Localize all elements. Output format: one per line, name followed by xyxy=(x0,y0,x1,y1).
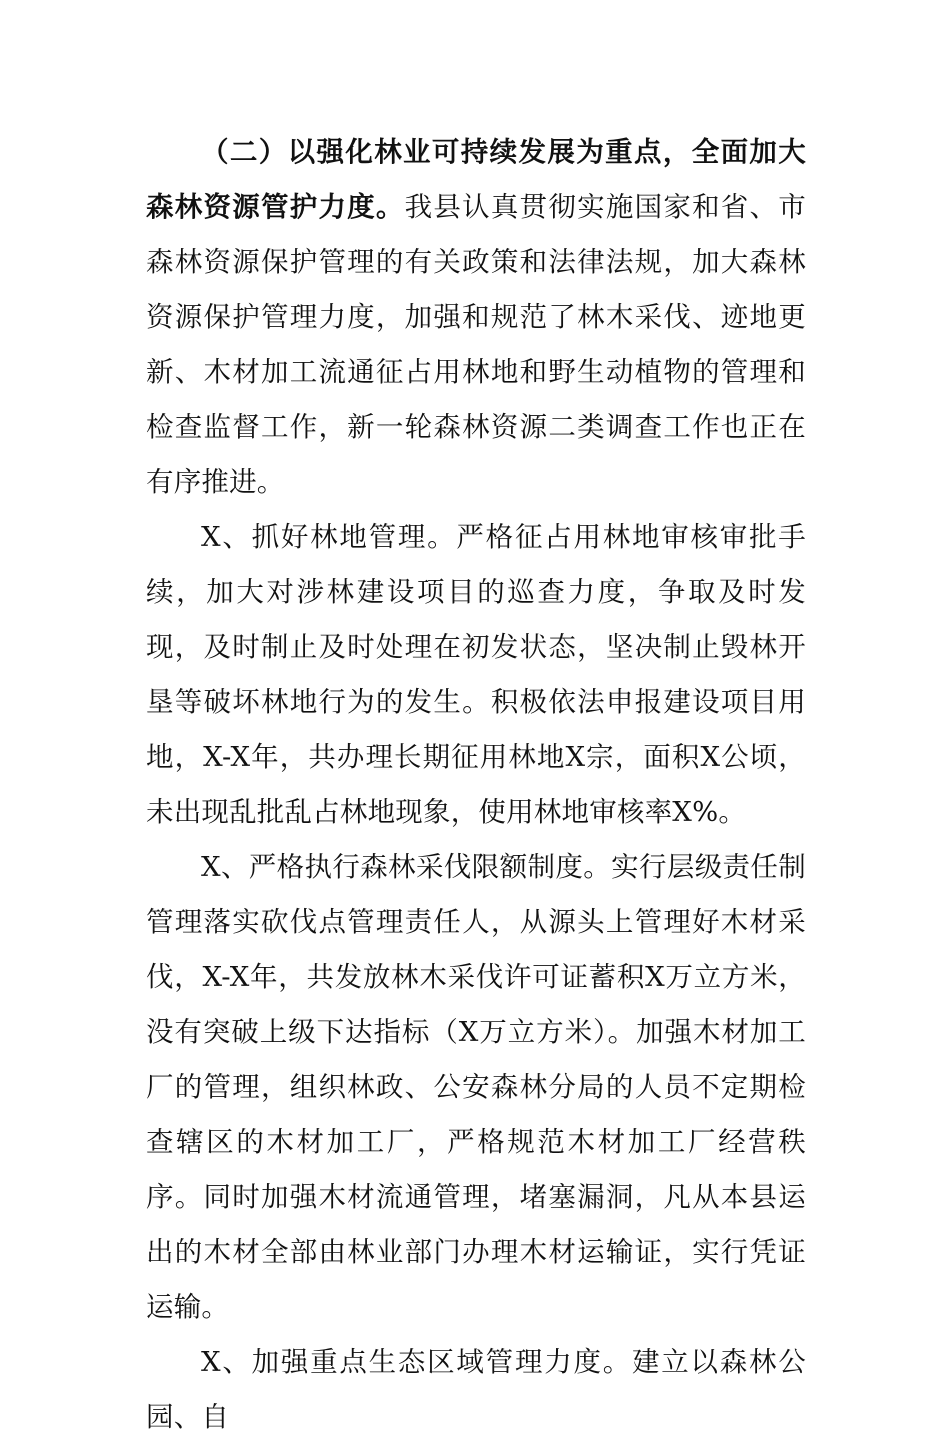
section-heading: （二）以强化林业可持续发展为重点，全面加大森林资源管护力度。 xyxy=(146,136,806,223)
document-body xyxy=(146,125,806,1445)
paragraph-forest-resource-protection xyxy=(146,125,806,510)
paragraph-text: X、严格执行森林采伐限额制度。实行层级责任制管理落实砍伐点管理责任人，从源头上管理好木材采伐，X-X年，共发放林木采伐许可证蓄积X万立方米，没有突破上级下达指标（X万立方米）。加强木材加工厂的管理，组织林政、公安森林分局的人员不定期检查辖区的木材加工厂，严格规范木材加工厂经营秩序。同时加强木材流通管理，堵塞漏洞，凡从本县运出的木材全部由林业部门办理木材运输证，实行凭证运输。 xyxy=(146,851,806,1323)
paragraph-logging-quota xyxy=(146,840,806,1335)
paragraph-text: 我县认真贯彻实施国家和省、市森林资源保护管理的有关政策和法律法规，加大森林资源保护管理力度，加强和规范了林木采伐、迹地更新、木材加工流通征占用林地和野生动植物的管理和检查监督工作，新一轮森林资源二类调查工作也正在有序推进。 xyxy=(146,191,806,498)
paragraph-forest-land-management xyxy=(146,510,806,840)
paragraph-text: X、加强重点生态区域管理力度。建立以森林公园、自 xyxy=(146,1346,806,1433)
paragraph-text: X、抓好林地管理。严格征占用林地审核审批手续，加大对涉林建设项目的巡查力度，争取及时发现，及时制止及时处理在初发状态，坚决制止毁林开垦等破坏林地行为的发生。积极依法申报建设项目用地，X-X年，共办理长期征用林地X宗，面积X公顷，未出现乱批乱占林地现象，使用林地审核率X%。 xyxy=(146,521,806,828)
paragraph-ecological-zone xyxy=(146,1335,806,1445)
